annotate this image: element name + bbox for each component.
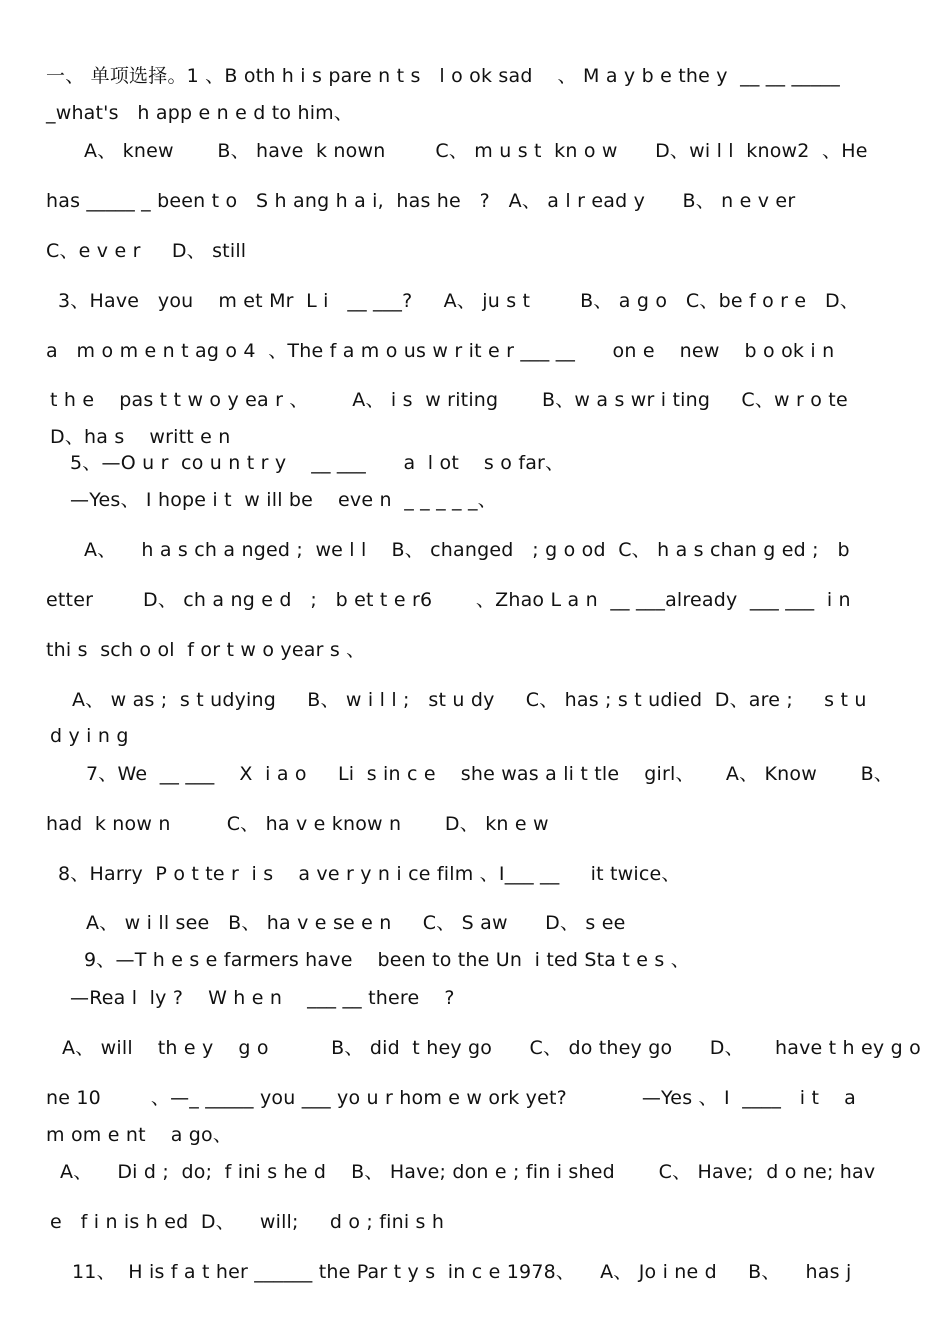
question-2-line-1: has _____ _ been t o S h ang h a i, has he ?﻿ A、 a l r ead y B、 n e v er	[46, 190, 796, 212]
question-1-options: A、 knew B、 have k nown C、 m u s t kn o w D、wi l l know2 ﻿、He	[84, 140, 868, 162]
question-6-line-1: etter D、 ch a ng e d ; b et t e r6 ﻿、Zhao L a n __ ___already ___ ___ i n	[46, 589, 851, 611]
question-3-line-1: 3、Have you m et Mr L i __ ___? ﻿ A、 ju s t B、 a g o C、be f o r e D、	[58, 290, 860, 312]
question-5-line-2: —Yes、 I hope i t w ill be eve n _ _ _ _ _、	[70, 489, 497, 511]
question-10-options-2: e f i n is h ed D、 will; d o ; fini s h	[50, 1211, 445, 1233]
question-4-line-2: t h e pas t t w o y ea r 、﻿ A、 i s w riting B、w a s wr i ting C、w r o te	[50, 389, 848, 411]
question-11-line-1: 11、 H is f a t her ______ the Par t y s in c e 1978、﻿ A、 Jo i ne d B、 has j	[72, 1261, 852, 1283]
question-5-line-1: 5、—O u r co u n t r y __ ___ a l ot s o far、	[70, 452, 565, 474]
question-7-line-1: 7、We __ ___ X i a o Li s in c e she was a li t tle girl、﻿ A、 Know B、	[86, 763, 894, 785]
question-9-options: A、 will th e y g o B、 did t hey go C、 do they go D、 have t h ey g o	[62, 1037, 921, 1059]
question-1-line-2: _what's h app e n e d to him、	[46, 102, 354, 124]
question-4-line-3: D、ha s writt e n	[50, 426, 231, 448]
question-5-options-1: A、 h a s ch a nged ; we l l B、 changed ; g o od C、 h a s chan g ed ; b	[84, 539, 850, 561]
question-10-line-1: ne 10 ﻿、—_ _____ you ___ yo u r hom e w ork yet? ﻿ —Yes 、 I ____ i t a	[46, 1087, 856, 1109]
question-6-options-2: d y i n g	[50, 725, 129, 747]
question-8-line-1: 8、Harry P o t te r i s a ve r y n i ce film 、I___ __ it twice、	[58, 863, 681, 885]
question-9-line-2: —Rea l ly ? W h e n ___ __ there ?	[70, 987, 455, 1009]
question-4-line-1: a m o m e n t ag o 4 ﻿、The f a m o us w r it e r ___ __ on e new b o ok i n	[46, 340, 835, 362]
question-10-options: A、 Di d ; do; f ini s he d B、 Have; don e ; fin i shed C、 Have; d o ne; hav	[60, 1161, 876, 1183]
question-2-line-2: C、e v e r D、 still	[46, 240, 247, 262]
question-8-options: A、 w i ll see B、 ha v e se e n C、 S aw D、 s ee	[86, 912, 626, 934]
question-9-line-1: 9、—T h e s e farmers have been to the Un i ted Sta t e s 、	[84, 949, 690, 971]
question-6-options: A、 w as ; s t udying B、 w i l l ; st u dy C、 has ; s t udied D、are ; s t u	[72, 689, 867, 711]
question-7-line-2: had k now n C、 ha v e know n D、 kn e w	[46, 813, 549, 835]
question-6-line-2: thi s sch o ol f or t w o year s 、	[46, 639, 366, 661]
question-1-line-1: 一、 单项选择。1 ﻿、B oth h i s pare n t s l o ok sad 、 M a y b e the y __ __ _____	[46, 65, 840, 87]
question-10-line-2: m om e nt a go、	[46, 1124, 233, 1146]
